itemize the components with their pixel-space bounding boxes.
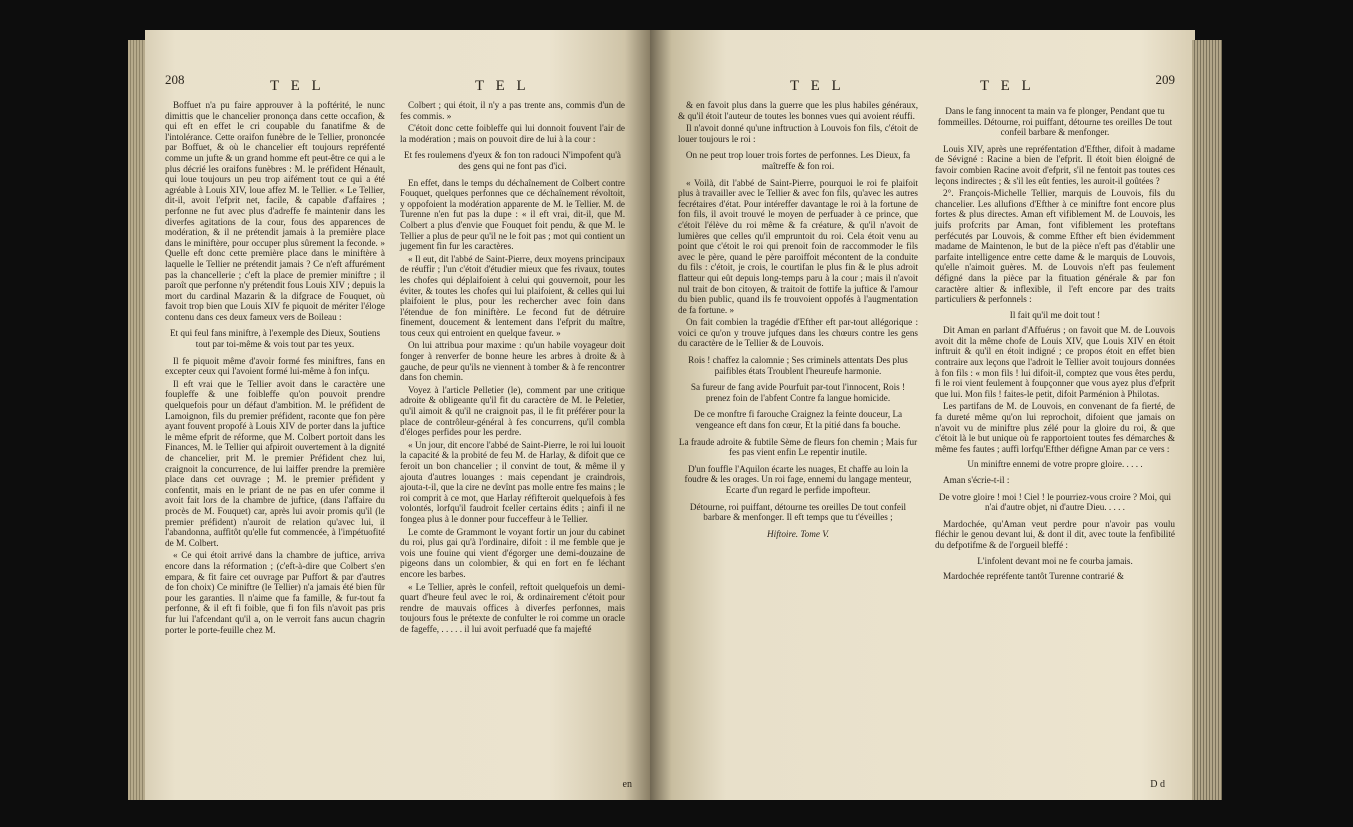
right-column-2 <box>935 100 1175 584</box>
verse: Détourne, roi puiffant, détourne tes oreilles De tout confeil barbare & menfonger. Il eft temps que tu t'éveilles ; <box>689 501 907 523</box>
paragraph: Mardochée, qu'Aman veut perdre pour n'avoir pas voulu fléchir le genou devant lui, & dont il dit, avec toute la fenfibilité du defpotifme & de l'orgueil bleffé : <box>935 518 1175 550</box>
paragraph: On lui attribua pour maxime : qu'un habile voyageur doit fonger à renverfer de bonne heure les arbres à droite & à gauche, de peur qu'ils ne viennent à tomber & à fe rencontrer dans fon chemin. <box>400 340 625 383</box>
verse: Dans le fang innocent ta main va fe plonger, Pendant que tu fommeilles. Détourne, roi puiffant, détourne tes oreilles De tout confeil barbare & menfonger. <box>937 106 1173 138</box>
left-column-1 <box>165 100 385 637</box>
verse: Et qui feul fans miniftre, à l'exemple des Dieux, Soutiens tout par toi-même & vois tout par tes yeux. <box>169 328 381 350</box>
paragraph: Voyez à l'article Pelletier (le), comment par une critique adroite & obligeante qu'il fit du caractère de M. le Peletier, qu'il aimoit & qu'il ne craignoit pas, il le fit préférer pour la place de contrôleur-général à fes concurrens, qu'il combla d'éloges perfides pour les perdre. <box>400 384 625 438</box>
verse: De ce monftre fi farouche Craignez la feinte douceur, La vengeance eft dans fon cœur, Et la pitié dans fa bouche. <box>693 409 903 431</box>
paragraph: Il eft vrai que le Tellier avoit dans le caractère une foupleffe & une foibleffe qu'on pouvoit prendre quelquefois pour un défaut d'ambition. M. le préfident de Lamoignon, fils du premier préfident, raconte que fon père ayant fouvent propofé à Louis XIV de porter dans la juftice le même efprit de réforme, que M. Colbert portoit dans les Finances, M. le Tellier qui afpiroit ouvertement à la dignité de chancelier, prit M. le premier Préfident chez lui, craignoit la concurrence, de lui laiffer prendre la première place dans cet ouvrage ; M. le premier préfident y confentit, mais en le priant de ne pas en ufer comme il avoit fait lors de la chambre de juftice, (dans l'affaire du procès de M. Fouquet) car, après lui avoir promis qu'il (le premier préfident) n'auroit de relation qu'avec lui, il l'abandonna, auffitôt qu'elle fut commencée, à l'impétuofité de M. Colbert. <box>165 378 385 548</box>
paragraph: Il fe piquoit même d'avoir formé fes miniftres, fans en excepter ceux qui l'avoient formé lui-même à fon infçu. <box>165 355 385 377</box>
verse: Sa fureur de fang avide Pourfuit par-tout l'innocent, Rois ! prenez foin de l'abfent Contre fa langue homicide. <box>690 382 906 403</box>
verse: On ne peut trop louer trois fortes de perfonnes. Les Dieux, fa maîtreffe & fon roi. <box>685 150 911 171</box>
paragraph: & en favoit plus dans la guerre que les plus habiles généraux, & qu'il étoit l'auteur de toutes les bonnes vues qui avoient réuffi. <box>678 100 918 121</box>
paragraph: « Ce qui étoit arrivé dans la chambre de juftice, arriva encore dans la réformation ; (c'eft-à-dire que Colbert s'en empara, & fit faire cet ouvrage par Puffort & par d'autres de fon choix) Ce miniftre (le Tellier) n'a jamais été bien fûr pour les garanties. Il n'aime que fa famille, & fur-tout fa perfonne, & il eft fi foible, que fi fon fils n'avoit pas pris fur lui l'afcendant qu'il a, on le verroit fans aucun chagrin porter le porte-feuille chez M. <box>165 550 385 635</box>
right-column-1 <box>678 100 918 544</box>
verse: Un miniftre ennemi de votre propre gloire. . . . . <box>967 459 1143 470</box>
paragraph: En effet, dans le temps du déchaînement de Colbert contre Fouquet, quelques perfonnes que ce déchaînement révoltoit, y oppofoient la modération apparente de M. le Tellier. M. de Turenne n'en fut pas la dupe : « il eft vrai, dit-il, que M. Colbert a plus d'envie que Fouquet foit pendu, & que M. le Tellier a plus de peur qu'il ne le foit pas ; mot qui contient un jugement fin fur les caractères. <box>400 177 625 252</box>
paragraph: Louis XIV, après une repréfentation d'Efther, difoit à madame de Sévigné : Racine a bien de l'efprit. Il étoit bien éloigné de favoir combien Racine avoit d'efprit, s'il ne fentoit pas toutes ces leçons indirectes ; & s'il les eût fenties, les auroit-il goûtées ? <box>935 143 1175 186</box>
paragraph: C'étoit donc cette foibleffe qui lui donnoit fouvent l'air de la modération ; mais on pouvoit dire de lui à la cour : <box>400 123 625 144</box>
verse: Rois ! chaffez la calomnie ; Ses criminels attentats Des plus paifibles états Troublent l'heureufe harmonie. <box>688 355 908 376</box>
right-header-1: T E L <box>790 78 845 94</box>
right-page-number: 209 <box>1155 72 1175 87</box>
verse: De votre gloire ! moi ! Ciel ! le pourriez-vous croire ? Moi, qui n'ai d'autre objet, ni d'autre Dieu. . . . . <box>938 491 1172 513</box>
left-page <box>145 30 650 800</box>
paragraph: Le comte de Grammont le voyant fortir un jour du cabinet du roi, plus gai qu'à l'ordinaire, difoit : il me femble que je vois une fouine qui vient d'égorger une demi-douzaine de pigeons dans un colombier, & qui en fort en fe léchant encore les barbes. <box>400 526 625 579</box>
paragraph: Dit Aman en parlant d'Affuérus ; on favoit que M. de Louvois avoit dit la même chofe de Louis XIV, que Louis XIV en étoit inftruit & qu'il en étoit indigné ; ce propos étoit en effet bien contraire aux leçons que l'adroit le Tellier avoit toujours données à fon fils : « mon fils ! lui difoit-il, comptez que vous êtes perdu, fi le roi vient feulement à foupçonner que vous ayez plus d'efprit que lui. Mon fils ! faites-le petit, difoit Parménion à Philotas. <box>935 325 1175 399</box>
paragraph: Mardochée repréfente tantôt Turenne contrarié & <box>943 571 1124 582</box>
verse: Il fait qu'il me doit tout ! <box>1009 309 1101 320</box>
right-catchword: D d <box>1150 779 1165 790</box>
right-page <box>650 30 1195 800</box>
verse: D'un fouffle l'Aquilon écarte les nuages, Et chaffe au loin la foudre & les orages. Un roi fage, ennemi du langage menteur, Ecarte d'un regard le perfide impofteur. <box>684 463 912 495</box>
paragraph: « Voilà, dit l'abbé de Saint-Pierre, pourquoi le roi fe plaifoit plus à travailler avec le Tellier & avec fon fils, qu'avec les autres fecrétaires d'état. Pour intéreffer davantage le roi à la fortune de fon fils, il avoit trouvé le moyen de perfuader à ce prince, que c'étoit l'élève du roi même & fa créature, & qu'il n'avoit de lumières que celles qu'il empruntoit du roi. Cela étoit venu au point que c'étoit le roi qui prenoit foin de raccommoder le fils avec le père, quand le père paroiffoit mécontent de la conduite du fils : c'étoit, je crois, le courtifan le plus fin & le plus adroit flatteur qui eût depuis long-temps paru à la cour ; mais il n'avoit nul trait de bon citoyen, & traitoit de fottife la juftice & l'amour du bien public, quand ils fe trouvoient oppofés à l'augmentation de fa fortune. » <box>678 177 918 315</box>
left-header-2: T E L <box>475 78 530 94</box>
paragraph: Aman s'écrie-t-il : <box>943 475 1010 485</box>
signature-line: Hiftoire. Tome V. <box>767 528 829 539</box>
paragraph: Boffuet n'a pu faire approuver à la poftérité, le nunc dimittis que le chancelier prononça dans cette occafion, & qui eft en effet le cri coupable du fanatifme & de l'intolérance. Cette oraifon funèbre de le Tellier, prononcée par Boffuet, & où le chancelier eft toujours repréfenté comme un jufte & un grand homme eft peut-être ce qui a le plus décrié les oraifons funèbres : M. le préfident Hénault, qui loue toujours un peu trop aifément tout ce qui a été agréable à Louis XIV, loue affez M. le Tellier. « Le Tellier, dit-il, avoit l'efprit net, facile, & capable d'affaires ; perfonne ne fut avec plus d'adreffe fe maintenir dans les diverfes agitations de la cour, fous des apparences de modération, & il ne prétendit jamais à la première place dans le miniftère, pour occuper plus sûrement la feconde. » Quelle eft donc cette première place dans le miniftère à laquelle le Tellier ne prétendit jamais ? Ce n'eft affurément pas la chancellerie ; c'eft la place de premier miniftre ; il paroît que perfonne n'y prétendit fous Louis XIV ; depuis la mort du cardinal Mazarin & la difgrace de Fouquet, où favoit trop bien que Louis XIV fe piquoit de mériter l'éloge contenu dans ces deux fameux vers de Boileau : <box>165 100 385 322</box>
verse: La fraude adroite & fubtile Sème de fleurs fon chemin ; Mais fur fes pas vient enfin Le repentir inutile. <box>678 436 918 458</box>
left-page-number: 208 <box>165 72 185 87</box>
paragraph: « Il eut, dit l'abbé de Saint-Pierre, deux moyens principaux de réuffir ; l'un c'étoit d'étudier mieux que fes rivaux, toutes les chofes qui déplaifoient à celui qui gouvernoit, pour les éviter, & toutes les chofes qui lui plaifoient, & celles qui lui plaifoient le plus, pour les rechercher avec foin dans l'étendue de fon miniftère. Le fecond fut de détruire finement, doucement & lentement dans l'efprit du maître, tous ceux qui entroient en quelque faveur. » <box>400 253 625 338</box>
paragraph: Les partifans de M. de Louvois, en convenant de fa fierté, de fa dureté même qu'on lui reprochoit, difoient que jamais on n'avoit vu de miniftre plus zélé pour la gloire du roi, & que c'étoit là le but unique où fe rapportoient toutes fes démarches & même fes fautes ; auffi lorfqu'Efther défigne Aman par ce vers : <box>935 401 1175 454</box>
paragraph: Colbert ; qui étoit, il n'y a pas trente ans, commis d'un de fes commis. » <box>400 100 625 121</box>
verse: L'infolent devant moi ne fe courba jamais. <box>977 555 1133 566</box>
left-column-2 <box>400 100 625 637</box>
paragraph: « Le Tellier, après le confeil, reftoit quelquefois un demi-quart d'heure feul avec le roi, & ordinairement c'étoit pour rendre de mauvais offices à diverfes perfonnes, mais toujours fous le prétexte de confulter le roi comme un oracle de fageffe, . . . . . il lui avoit perfuadé que fa majefté <box>400 581 625 634</box>
paragraph: 2°. François-Michelle Tellier, marquis de Louvois, fils du chancelier. Les allufions d'Efther à ce miniftre font encore plus fortes & plus directes. Aman eft vifiblement M. de Louvois, les juifs profcrits par Aman, font vifiblement les proteftans perfécutés par Louvois, & comme Efther eft bien évidemment madame de Maintenon, le but de la pièce n'eft pas d'établir une parfaite intelligence entre cette dame & le marquis de Louvois, qu'elle n'aimoit guères. M. de Louvois n'eft pas feulement défigné dans la pièce par la fituation générale & par fon caractère altier & inflexible, il l'eft encore par des traits particuliers & perfonnels : <box>935 188 1175 305</box>
paragraph: On fait combien la tragédie d'Efther eft par-tout allégorique : voici ce qu'on y trouve jufques dans les chœurs contre les gens du caractère de le Tellier & de Louvois. <box>678 317 918 349</box>
left-catchword: en <box>622 779 632 790</box>
verse: Et fes roulemens d'yeux & fon ton radouci N'impofent qu'à des gens qui ne font pas d'ici. <box>404 150 621 171</box>
right-header-2: T E L <box>980 78 1035 94</box>
right-page-edges <box>1192 40 1222 800</box>
paragraph: Il n'avoit donné qu'une inftruction à Louvois fon fils, c'étoit de louer toujours le roi : <box>678 123 918 144</box>
paragraph: « Un jour, dit encore l'abbé de Saint-Pierre, le roi lui louoit la capacité & la probité de feu M. de Harlay, & difoit que ce feroit un bon chancelier ; il convint de tout, & même il y ajouta d'autres louanges : mais cependant je craindrois, ajouta-t-il, que la cire ne devînt pas molle entre fes mains ; le roi comprit à ce mot, que Harlay réfifteroit quelquefois à fes volontés, lorfqu'il faudroit fceller certains édits ; ainfi il ne fongea plus à le donner pour fucceffeur à le Tellier. <box>400 439 625 524</box>
left-header-1: T E L <box>270 78 325 94</box>
